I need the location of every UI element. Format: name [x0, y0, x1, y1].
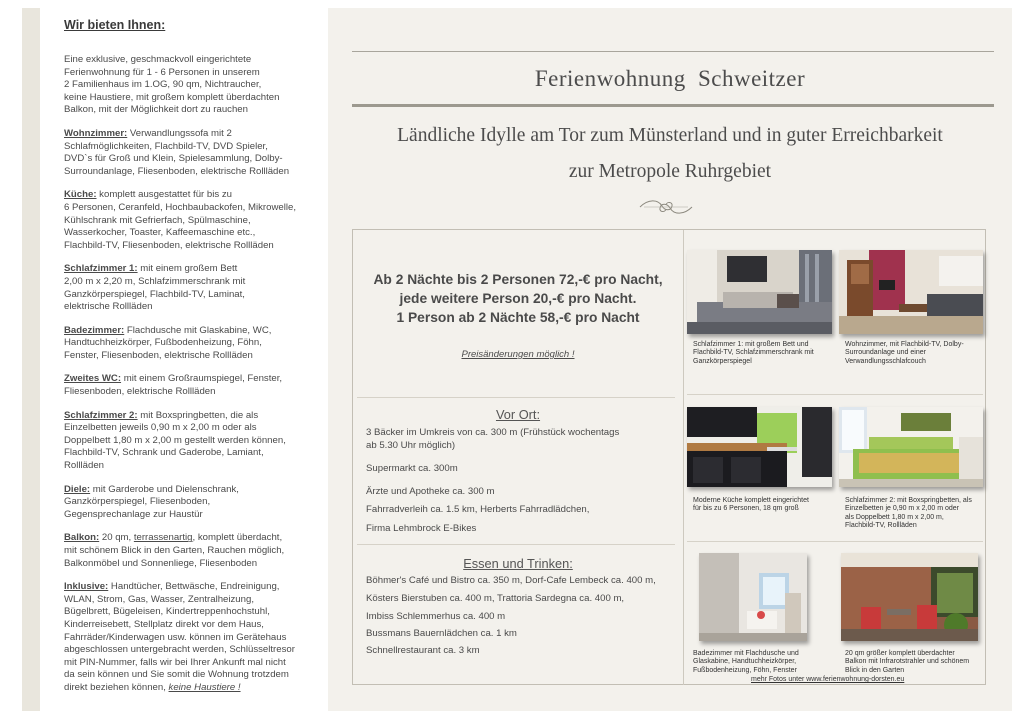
- divider-1: [357, 397, 675, 398]
- right-column: [328, 8, 1012, 711]
- vor-ort-item: Ärzte und Apotheke ca. 300 m: [366, 486, 495, 497]
- section-kueche: Küche: komplett ausgestattet für bis zu 6 Personen, Ceranfeld, Hochbaubackofen, Mikrowelle, Kühlschrank mit Gefrierfach, Spülmaschine, Wasserkocher, Toaster, Kaffeemaschine etc., Flachbild-TV, Fliesenboden, elektrische Rollläden: [64, 189, 296, 251]
- flourish-ornament-icon: [638, 197, 694, 217]
- bedroom-1-caption: Schlafzimmer 1: mit großem Bett und Flachbild-TV, Schlafzimmerschrank mit Ganzkörperspiegel: [693, 341, 814, 365]
- title-rule: [352, 104, 994, 107]
- bedroom-2-caption: Schlafzimmer 2: mit Boxspringbetten, als Einzelbetten je 0,90 m x 2,00 m oder als Doppelbett 1,80 m x 2,00 m, Flachbild-TV, Rollläden: [845, 497, 972, 530]
- living-room-photo: [839, 250, 983, 334]
- section-balkon: Balkon: 20 qm, terrassenartig, komplett überdacht, mit schönem Blick in den Garten, Rauchen möglich, Balkonmöbel und Sonnenliege, Fliesenboden: [64, 532, 285, 569]
- vor-ort-item: Supermarkt ca. 300m: [366, 463, 458, 474]
- section-zweites-wc: Zweites WC: mit einem Großraumspiegel, Fenster, Fliesenboden, elektrische Rollläden: [64, 373, 283, 398]
- section-inklusive: Inklusive: Handtücher, Bettwäsche, Endreinigung, WLAN, Strom, Gas, Wasser, Zentralheizung, Bügelbrett, Bügeleisen, Kindertreppenhochstuhl, Kinderreisebett, Stellplatz direkt vor dem Haus, Fahrräder/Kinderwagen usw. können im Gerätehaus abgeschlossen untergebracht werden, Schlüsseltresor mit PIN-Nummer, falls wir bei Ihrer Ankunft mal nicht da sein können und Sie somit die Wohnung trotzdem direkt beziehen können, keine Haustiere !: [64, 581, 295, 693]
- box-divider-vertical: [683, 230, 684, 685]
- section-wohnzimmer: Wohnzimmer: Verwandlungssofa mit 2 Schlafmöglichkeiten, Flachbild-TV, DVD Spieler, DVD`s für Groß und Klein, Spielesammlung, Dolby- Surroundanlage, Fliesenboden, elektrische Rollläden: [64, 127, 290, 177]
- vor-ort-item: Fahrradverleih ca. 1.5 km, Herberts Fahrradlädchen,: [366, 504, 590, 515]
- divider-photos-2: [687, 541, 983, 542]
- vor-ort-item: ab 5.30 Uhr möglich): [366, 440, 456, 451]
- balcony-photo: [841, 553, 978, 641]
- section-diele: Diele: mit Garderobe und Dielenschrank, Ganzkörperspiegel, Fliesenboden, Gegensprechanlage zur Haustür: [64, 483, 239, 520]
- essen-item: Kösters Bierstuben ca. 400 m, Trattoria Sardegna ca. 400 m,: [366, 593, 625, 604]
- section-schlafzimmer-2: Schlafzimmer 2: mit Boxspringbetten, die als Einzelbetten jeweils 0,90 m x 2,00 m oder als Doppelbett 1,80 m x 2,00 m gestellt werden können, Flachbild-TV, Schrank und Gaderobe, Lamiant, Rollläden: [64, 409, 286, 472]
- kitchen-caption: Moderne Küche komplett eingerichtet für bis zu 6 Personen, 18 qm groß: [693, 497, 809, 513]
- more-photos-link[interactable]: mehr Fotos unter www.ferienwohnung-dorsten.eu: [751, 676, 905, 683]
- divider-2: [357, 544, 675, 545]
- no-pets-note: keine Haustiere !: [168, 681, 241, 693]
- divider-photos-1: [687, 394, 983, 395]
- intro-paragraph: Eine exklusive, geschmackvoll eingerichtete Ferienwohnung für 1 - 6 Personen in unserem 2 Familienhaus im 1.OG, 90 qm, Nichtraucher, keine Haustiere, mit großem komplett überdachten Balkon, mit der Möglichkeit dort zu rauchen: [64, 54, 280, 116]
- essen-item: Bussmans Bauernlädchen ca. 1 km: [366, 628, 517, 639]
- page-title: Ferienwohnung Schweitzer: [534, 66, 806, 91]
- left-column: [40, 8, 328, 711]
- essen-item: Imbiss Schlemmerhus ca. 400 m: [366, 611, 506, 622]
- essen-trinken-title: Essen und Trinken:: [463, 556, 573, 571]
- bathroom-caption: Badezimmer mit Flachdusche und Glaskabine, Handtuchheizkörper, Fußbodenheizung, Föhn, Fenster: [693, 650, 799, 674]
- bedroom-1-photo: [687, 250, 832, 334]
- price-change-note: Preisänderungen möglich !: [461, 349, 575, 360]
- section-schlafzimmer-1: Schlafzimmer 1: mit einem großem Bett 2,00 m x 2,20 m, Schlafzimmerschrank mit Ganzkörperspiegel, Flachbild-TV, Laminat, elektrische Rollläden: [64, 263, 246, 313]
- kitchen-photo: [687, 407, 832, 487]
- vor-ort-item: 3 Bäcker im Umkreis von ca. 300 m (Frühstück wochentags: [366, 427, 620, 438]
- offer-heading: Wir bieten Ihnen:: [64, 18, 166, 32]
- vor-ort-title: Vor Ort:: [495, 407, 541, 422]
- left-column-shadow: [22, 8, 40, 711]
- vor-ort-item: Firma Lehmbrock E-Bikes: [366, 523, 477, 534]
- bathroom-photo: [699, 553, 807, 641]
- section-badezimmer: Badezimmer: Flachdusche mit Glaskabine, WC, Handtuchheizkörper, Fußbodenheizung, Föhn, Fenster, Fliesenboden, elektrische Rollläden: [64, 324, 272, 361]
- price-block: Ab 2 Nächte bis 2 Personen 72,-€ pro Nacht, jede weitere Person 20,-€ pro Nacht. 1 Person ab 2 Nächte 58,-€ pro Nacht: [373, 272, 663, 325]
- balcony-caption: 20 qm größer komplett überdachter Balkon mit Infrarotstrahler und schönem Blick in den Garten: [845, 650, 970, 674]
- info-box: [352, 229, 986, 685]
- essen-item: Schnellrestaurant ca. 3 km: [366, 645, 480, 656]
- living-room-caption: Wohnzimmer, mit Flachbild-TV, Dolby- Surroundanlage und einer Verwandlungsschlafcouch: [845, 341, 964, 365]
- essen-item: Böhmer's Café und Bistro ca. 350 m, Dorf-Cafe Lembeck ca. 400 m,: [366, 575, 656, 586]
- subtitle-line-2: zur Metropole Ruhrgebiet: [568, 161, 772, 182]
- bedroom-2-photo: [839, 407, 983, 487]
- subtitle-line-1: Ländliche Idylle am Tor zum Münsterland und in guter Erreichbarkeit: [397, 125, 943, 146]
- top-rule: [352, 51, 994, 52]
